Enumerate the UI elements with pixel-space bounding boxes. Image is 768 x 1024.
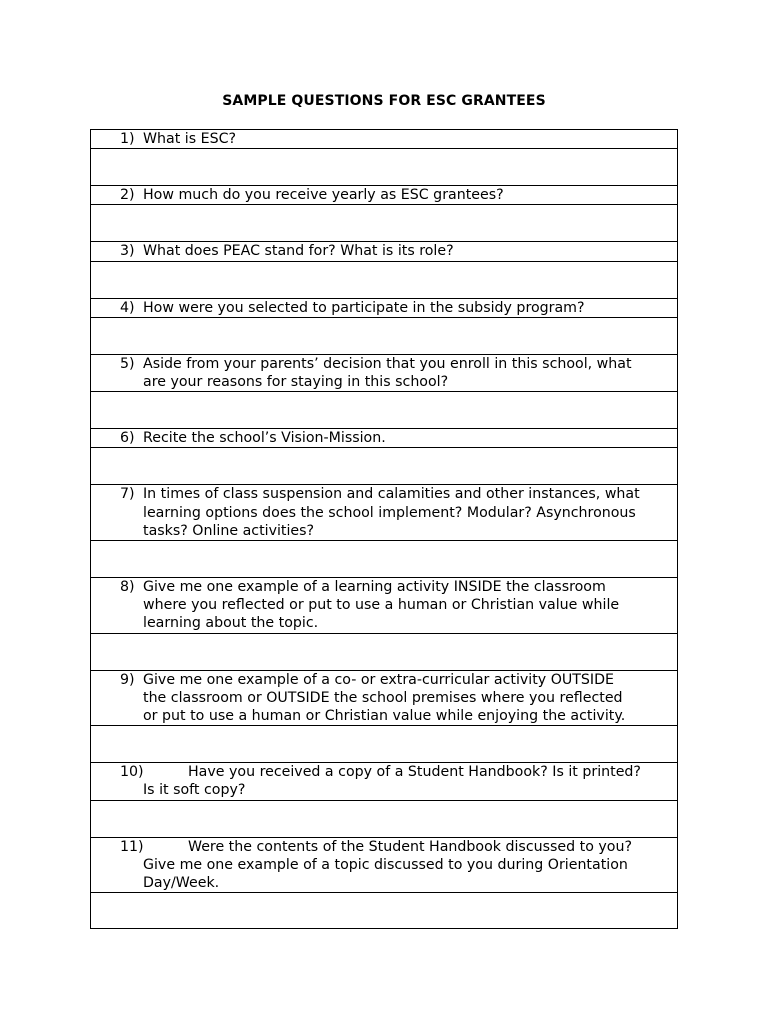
question-text-line: the classroom or OUTSIDE the school premises where you reflected [143, 689, 623, 706]
question-text-line: are your reasons for staying in this school? [143, 374, 449, 391]
answer-cell[interactable] [91, 800, 678, 837]
question-cell [91, 429, 678, 448]
question-text-line: How were you selected to participate in the subsidy program? [143, 299, 585, 316]
answer-cell[interactable] [91, 392, 678, 429]
question-cell [91, 186, 678, 205]
question-cell [91, 242, 678, 261]
question-number: 7) [120, 486, 135, 503]
question-text-line: Give me one example of a learning activity INSIDE the classroom [143, 579, 606, 596]
answer-cell[interactable] [91, 205, 678, 242]
question-number: 3) [120, 243, 135, 260]
question-text-line: where you reflected or put to use a human or Christian value while [143, 597, 620, 614]
question-cell [91, 354, 678, 391]
answer-row [91, 448, 678, 485]
answer-row [91, 726, 678, 763]
question-text-line: What is ESC? [143, 131, 237, 147]
question-text-line: Recite the school’s Vision-Mission. [143, 430, 386, 447]
answer-row [91, 149, 678, 186]
question-text-line: learning about the topic. [143, 615, 319, 632]
question-text-line: Is it soft copy? [143, 782, 246, 799]
question-row [91, 837, 678, 893]
answer-cell[interactable] [91, 633, 678, 670]
question-row [91, 298, 678, 317]
answer-cell[interactable] [91, 726, 678, 763]
question-row [91, 429, 678, 448]
question-text-line: Were the contents of the Student Handbook discussed to you? [188, 838, 632, 855]
question-number: 1) [120, 131, 135, 147]
question-number: 4) [120, 299, 135, 316]
answer-row [91, 261, 678, 298]
question-row [91, 578, 678, 634]
question-row [91, 130, 678, 149]
question-cell [91, 670, 678, 726]
question-cell [91, 298, 678, 317]
question-number: 5) [120, 355, 135, 372]
answer-cell[interactable] [91, 149, 678, 186]
answer-row [91, 205, 678, 242]
question-row [91, 354, 678, 391]
question-cell [91, 763, 678, 800]
question-cell [91, 578, 678, 634]
question-number: 2) [120, 187, 135, 204]
answer-cell[interactable] [91, 448, 678, 485]
question-text-line: Have you received a copy of a Student Handbook? Is it printed? [188, 764, 641, 781]
answer-row [91, 893, 678, 929]
answer-row [91, 541, 678, 578]
question-row [91, 763, 678, 800]
question-row [91, 670, 678, 726]
answer-cell[interactable] [91, 893, 678, 929]
question-text-line: Day/Week. [143, 875, 220, 892]
page-title: SAMPLE QUESTIONS FOR ESC GRANTEES [222, 93, 546, 109]
question-text-line: or put to use a human or Christian value while enjoying the activity. [143, 708, 626, 725]
question-number: 10) [120, 764, 144, 781]
question-text-line: tasks? Online activities? [143, 522, 315, 539]
question-number: 6) [120, 430, 135, 447]
question-text-line: In times of class suspension and calamities and other instances, what [143, 486, 640, 503]
answer-row [91, 392, 678, 429]
question-text-line: learning options does the school implement? Modular? Asynchronous [143, 504, 636, 521]
answer-cell[interactable] [91, 541, 678, 578]
question-number: 8) [120, 579, 135, 596]
question-row [91, 186, 678, 205]
answer-row [91, 633, 678, 670]
answer-cell[interactable] [91, 317, 678, 354]
answer-cell[interactable] [91, 261, 678, 298]
question-text-line: Give me one example of a topic discussed to you during Orientation [143, 856, 628, 873]
question-text-line: How much do you receive yearly as ESC grantees? [143, 187, 504, 204]
answer-row [91, 800, 678, 837]
question-text-line: Give me one example of a co- or extra-curricular activity OUTSIDE [143, 671, 615, 688]
question-cell [91, 130, 678, 149]
question-cell [91, 837, 678, 893]
question-number: 11) [120, 838, 144, 855]
questions-table [90, 129, 678, 929]
answer-row [91, 317, 678, 354]
question-row [91, 242, 678, 261]
question-text-line: What does PEAC stand for? What is its role? [143, 243, 454, 260]
question-cell [91, 485, 678, 541]
question-row [91, 485, 678, 541]
question-number: 9) [120, 671, 135, 688]
question-text-line: Aside from your parents’ decision that you enroll in this school, what [143, 355, 632, 372]
